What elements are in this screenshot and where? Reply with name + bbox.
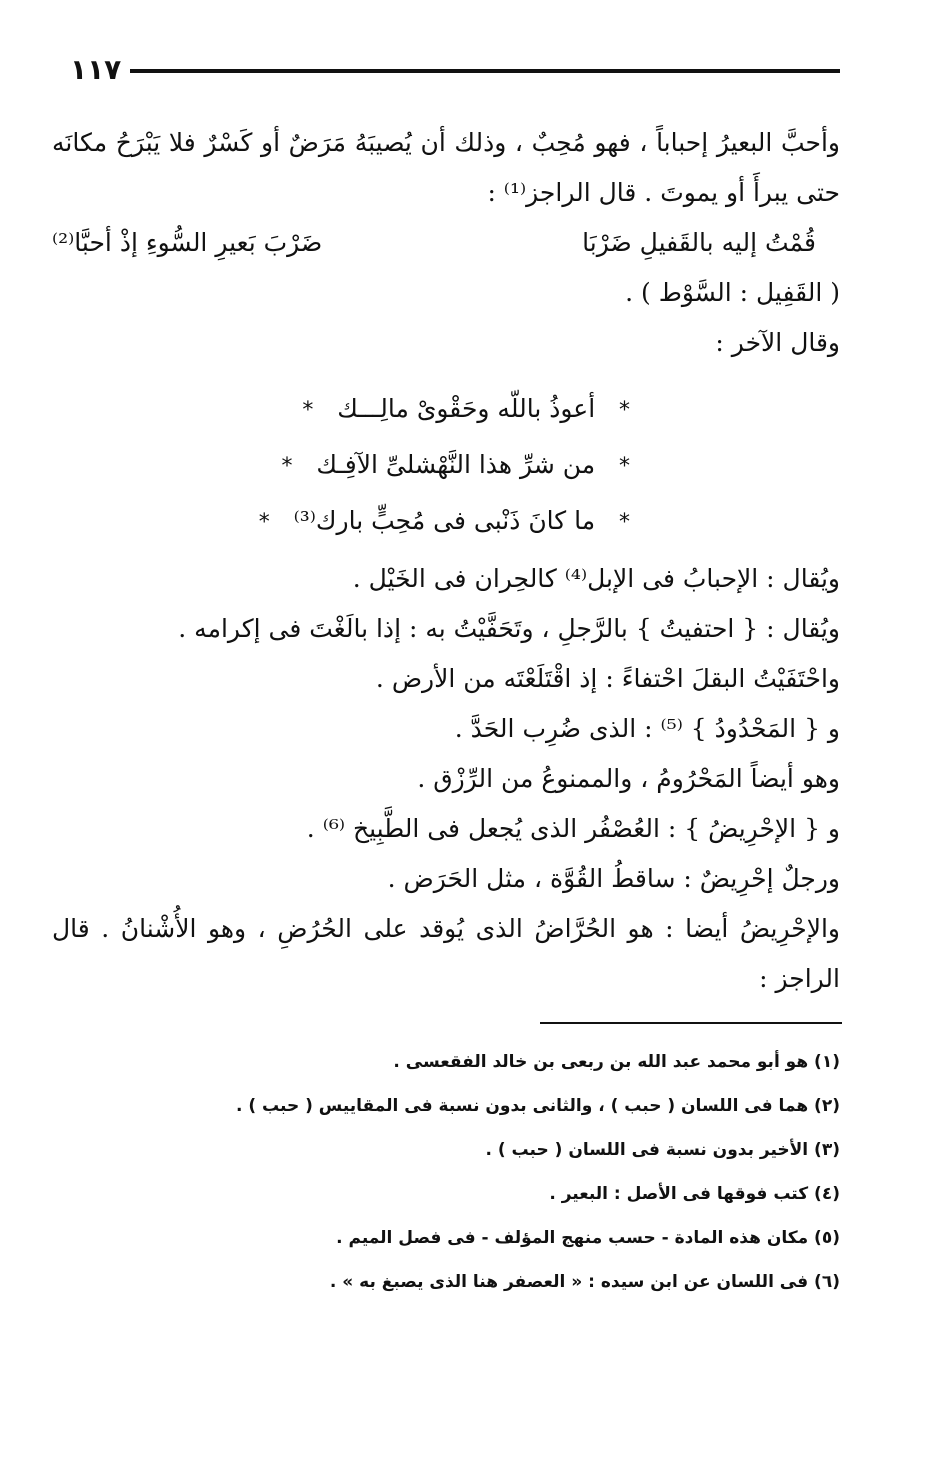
paragraph-2: ويُقال : الإحبابُ فى الإبل⁽⁴⁾ كالحِران فى الخَيْل . <box>352 564 840 593</box>
poem-line-text: من شرِّ هذا النَّهْشلىِّ الآفِـك <box>316 450 596 479</box>
paragraph-6: وهو أيضاً المَحْرُومُ ، والممنوعُ من الرِّزْق . <box>417 764 840 793</box>
poem-line <box>30 382 630 438</box>
page-number: ١١٧ <box>70 53 122 86</box>
poem-line-text: أعوذُ باللّه وحَقْوىْ مالِـــك <box>337 394 596 423</box>
paragraph-8: ورجلٌ إحْرِيضٌ : ساقطُ القُوَّة ، مثل الحَرَض . <box>387 864 840 893</box>
poem-line-text: ما كانَ ذَنْبى فى مُحِبٍّ بارك⁽³⁾ <box>293 506 596 535</box>
paragraph-intro-2: وقال الآخر : <box>715 328 840 357</box>
paragraph-4: واحْتَفَيْتُ البقلَ احْتفاءً : إذ اقْتَلَعْتَه من الأرض . <box>375 664 840 693</box>
gloss-line: ( القَفِيل : السَّوْط ) . <box>625 278 840 307</box>
page-header <box>60 50 840 90</box>
asterisk-marker: * <box>281 454 293 479</box>
asterisk-marker: * <box>619 510 630 535</box>
asterisk-marker: * <box>302 398 314 423</box>
paragraph-9: والإحْرِيضُ أيضا : هو الحُرَّاضُ الذى يُوقد على الحُرُضِ ، وهو الأُشْنانُ . قال الراجز : <box>52 914 840 993</box>
verse-hemistich-right: قُمْتُ إليه بالقَفيلِ ضَرْبَا <box>582 228 816 257</box>
footnotes <box>200 1040 840 1304</box>
main-text <box>52 118 840 1004</box>
header-rule <box>130 69 840 73</box>
footnote-5: (٥) مكان هذه المادة - حسب منهج المؤلف - فى فصل الميم . <box>336 1228 840 1248</box>
asterisk-marker: * <box>258 510 270 535</box>
footnote-3: (٣) الأخير بدون نسبة فى اللسان ( حبب ) . <box>485 1140 840 1160</box>
paragraph-3: ويُقال : { احتفيتُ } بالرَّجلِ ، وتَحَفَّيْتُ به : إذا بالَغْتَ فى إكرامه . <box>178 614 840 643</box>
footnote-1: (١) هو أبو محمد عبد الله بن ربعى بن خالد الفقعسى . <box>393 1052 840 1072</box>
verse-hemistich-left: ضَرْبَ بَعيرِ السُّوءِ إذْ أحبَّا⁽²⁾ <box>52 228 323 257</box>
poem-line <box>30 438 630 494</box>
asterisk-marker: * <box>619 398 630 423</box>
paragraph-5: و { المَحْدُودُ } ⁽⁵⁾ : الذى ضُرِب الحَدَّ . <box>454 714 840 743</box>
footnote-2: (٢) هما فى اللسان ( حبب ) ، والثانى بدون نسبة فى المقاييس ( حبب ) . <box>235 1096 840 1116</box>
footnote-separator <box>540 1022 842 1024</box>
poem-block <box>30 382 760 550</box>
footnote-4: (٤) كتب فوقها فى الأصل : البعير . <box>549 1184 840 1204</box>
paragraph-1: وأحبَّ البعيرُ إحباباً ، فهو مُحِبٌ ، وذلك أن يُصيبَهُ مَرَضٌ أو كَسْرٌ فلا يَبْرَحُ مكانَه حتى يبرأَ أو يموتَ . قال الراجز⁽¹⁾ : <box>52 128 840 207</box>
asterisk-marker: * <box>619 454 630 479</box>
footnote-6: (٦) فى اللسان عن ابن سيده : « العصفر هنا الذى يصبغ به » . <box>329 1272 840 1292</box>
paragraph-7: و { الإحْرِيضُ } : العُصْفُر الذى يُجعل فى الطَّبِيخ ⁽⁶⁾ . <box>306 814 840 843</box>
poem-line <box>30 494 630 550</box>
verse-line <box>52 218 840 268</box>
